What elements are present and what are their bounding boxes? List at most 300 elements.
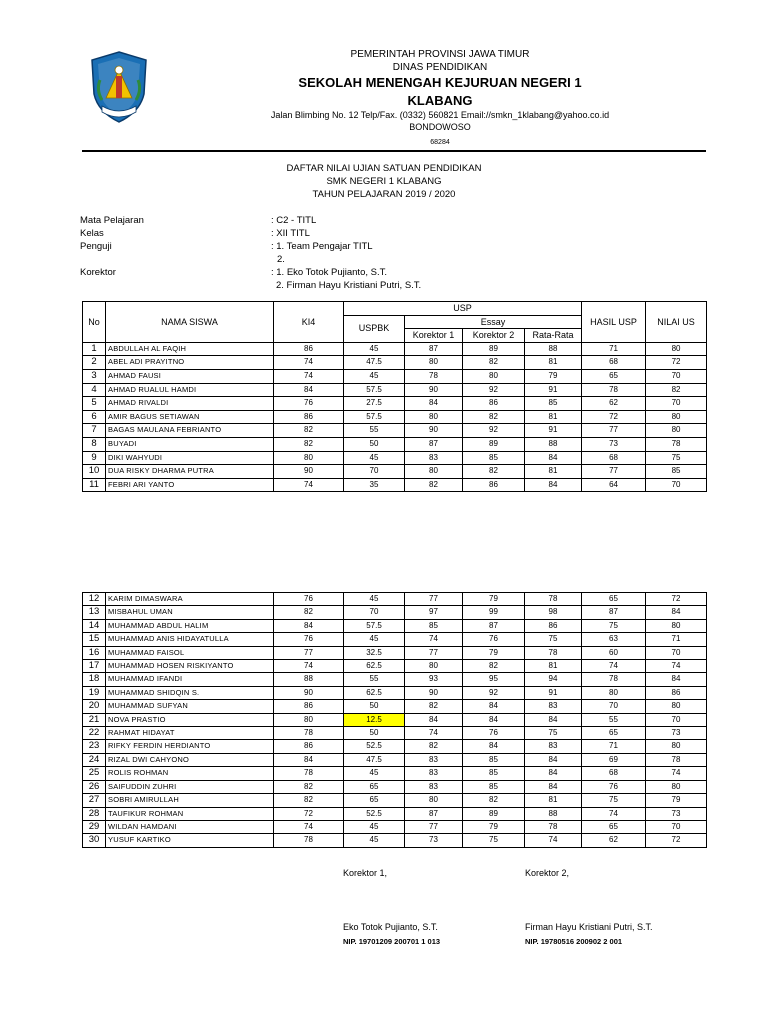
cell-uspbk: 55 — [344, 673, 405, 686]
cell-korektor-2: 86 — [463, 478, 525, 492]
cell-nilai-us: 72 — [646, 356, 707, 370]
cell-korektor-1: 87 — [405, 437, 463, 451]
signature-nip-1: NIP. 19701209 200701 1 013 — [343, 937, 441, 946]
cell-no: 24 — [83, 753, 106, 766]
cell-korektor-2: 89 — [463, 807, 525, 820]
header-regency: BONDOWOSO — [409, 122, 471, 132]
cell-no: 26 — [83, 780, 106, 793]
cell-no: 16 — [83, 646, 106, 659]
header-department: DINAS PENDIDIKAN — [392, 62, 488, 73]
cell-no: 21 — [83, 713, 106, 726]
cell-uspbk: 45 — [344, 834, 405, 847]
cell-ki4: 78 — [274, 727, 344, 740]
table-row — [83, 740, 707, 753]
cell-ki4: 82 — [274, 780, 344, 793]
cell-name: MUHAMMAD ABDUL HALIM — [106, 619, 274, 632]
cell-korektor-1: 83 — [405, 780, 463, 793]
table-row — [83, 700, 707, 713]
header-address: Jalan Blimbing No. 12 Telp/Fax. (0332) 560821 Email://smkn_1klabang@yahoo.co.id — [270, 110, 610, 120]
cell-nilai-us: 74 — [646, 767, 707, 780]
cell-korektor-1: 90 — [405, 686, 463, 699]
cell-nilai-us: 79 — [646, 794, 707, 807]
cell-korektor-1: 84 — [405, 397, 463, 411]
cell-hasil-usp: 75 — [582, 794, 646, 807]
cell-ki4: 80 — [274, 451, 344, 465]
cell-korektor-2: 79 — [463, 646, 525, 659]
cell-ki4: 86 — [274, 342, 344, 356]
cell-korektor-1: 83 — [405, 767, 463, 780]
cell-nilai-us: 73 — [646, 807, 707, 820]
cell-korektor-2: 99 — [463, 606, 525, 619]
cell-rata-rata: 88 — [525, 807, 582, 820]
cell-nilai-us: 86 — [646, 686, 707, 699]
table-row — [83, 424, 707, 438]
cell-ki4: 78 — [274, 834, 344, 847]
cell-name: BAGAS MAULANA FEBRIANTO — [106, 424, 274, 438]
header-city: KLABANG — [407, 93, 473, 108]
cell-rata-rata: 75 — [525, 633, 582, 646]
table-row — [83, 410, 707, 424]
cell-ki4: 82 — [274, 794, 344, 807]
cell-uspbk: 45 — [344, 342, 405, 356]
header-no: No — [83, 302, 106, 343]
cell-uspbk: 47.5 — [344, 356, 405, 370]
cell-rata-rata: 94 — [525, 673, 582, 686]
cell-korektor-2: 82 — [463, 410, 525, 424]
cell-no: 15 — [83, 633, 106, 646]
cell-nilai-us: 78 — [646, 437, 707, 451]
cell-name: KARIM DIMASWARA — [106, 593, 274, 606]
cell-uspbk: 50 — [344, 437, 405, 451]
grades-table-part-1 — [82, 301, 707, 492]
cell-name: ABEL ADI PRAYITNO — [106, 356, 274, 370]
cell-uspbk: 45 — [344, 633, 405, 646]
cell-no: 14 — [83, 619, 106, 632]
cell-ki4: 84 — [274, 619, 344, 632]
cell-nilai-us: 80 — [646, 740, 707, 753]
cell-no: 29 — [83, 820, 106, 833]
cell-korektor-2: 86 — [463, 397, 525, 411]
cell-uspbk: 65 — [344, 780, 405, 793]
cell-rata-rata: 84 — [525, 753, 582, 766]
header-usp: USP — [344, 302, 582, 316]
cell-uspbk: 65 — [344, 794, 405, 807]
cell-name: MUHAMMAD HOSEN RISKIYANTO — [106, 660, 274, 673]
cell-hasil-usp: 78 — [582, 383, 646, 397]
cell-korektor-1: 82 — [405, 740, 463, 753]
cell-hasil-usp: 65 — [582, 727, 646, 740]
cell-ki4: 72 — [274, 807, 344, 820]
cell-no: 6 — [83, 410, 106, 424]
cell-ki4: 82 — [274, 606, 344, 619]
cell-nilai-us: 80 — [646, 410, 707, 424]
cell-korektor-2: 92 — [463, 686, 525, 699]
cell-ki4: 90 — [274, 686, 344, 699]
cell-rata-rata: 91 — [525, 383, 582, 397]
cell-name: AHMAD RUALUL HAMDI — [106, 383, 274, 397]
header-korektor-1: Korektor 1 — [405, 329, 463, 343]
east-java-crest-icon — [88, 50, 150, 126]
cell-rata-rata: 78 — [525, 593, 582, 606]
cell-name: SOBRI AMIRULLAH — [106, 794, 274, 807]
cell-name: BUYADI — [106, 437, 274, 451]
cell-ki4: 74 — [274, 356, 344, 370]
signature-label-1: Korektor 1, — [343, 868, 388, 878]
cell-uspbk: 47.5 — [344, 753, 405, 766]
cell-korektor-2: 85 — [463, 753, 525, 766]
cell-no: 3 — [83, 369, 106, 383]
cell-hasil-usp: 74 — [582, 660, 646, 673]
cell-name: ABDULLAH AL FAQIH — [106, 342, 274, 356]
table-row — [83, 593, 707, 606]
cell-name: AHMAD RIVALDI — [106, 397, 274, 411]
cell-name: TAUFIKUR ROHMAN — [106, 807, 274, 820]
cell-nilai-us: 72 — [646, 593, 707, 606]
table-row — [83, 437, 707, 451]
cell-ki4: 82 — [274, 424, 344, 438]
cell-name: AHMAD FAUSI — [106, 369, 274, 383]
table-row — [83, 465, 707, 479]
cell-uspbk: 62.5 — [344, 660, 405, 673]
cell-no: 13 — [83, 606, 106, 619]
cell-hasil-usp: 68 — [582, 356, 646, 370]
cell-korektor-1: 90 — [405, 383, 463, 397]
corrector-value-2: 2. Firman Hayu Kristiani Putri, S.T. — [276, 280, 422, 291]
cell-nilai-us: 70 — [646, 478, 707, 492]
cell-korektor-1: 82 — [405, 700, 463, 713]
cell-ki4: 86 — [274, 700, 344, 713]
cell-korektor-1: 74 — [405, 633, 463, 646]
cell-rata-rata: 81 — [525, 660, 582, 673]
cell-korektor-1: 84 — [405, 713, 463, 726]
cell-hasil-usp: 71 — [582, 740, 646, 753]
cell-hasil-usp: 74 — [582, 807, 646, 820]
cell-korektor-2: 79 — [463, 593, 525, 606]
cell-korektor-2: 92 — [463, 424, 525, 438]
cell-ki4: 82 — [274, 437, 344, 451]
cell-no: 5 — [83, 397, 106, 411]
header-rata-rata: Rata-Rata — [525, 329, 582, 343]
cell-rata-rata: 79 — [525, 369, 582, 383]
cell-rata-rata: 75 — [525, 727, 582, 740]
cell-uspbk: 57.5 — [344, 410, 405, 424]
cell-hasil-usp: 65 — [582, 820, 646, 833]
cell-korektor-1: 80 — [405, 410, 463, 424]
cell-nilai-us: 85 — [646, 465, 707, 479]
cell-rata-rata: 84 — [525, 713, 582, 726]
cell-korektor-1: 77 — [405, 820, 463, 833]
cell-hasil-usp: 62 — [582, 397, 646, 411]
cell-name: MUHAMMAD SHIDQIN S. — [106, 686, 274, 699]
signature-name-1: Eko Totok Pujianto, S.T. — [343, 922, 438, 932]
cell-korektor-2: 82 — [463, 356, 525, 370]
cell-uspbk: 45 — [344, 593, 405, 606]
table-row — [83, 397, 707, 411]
examiner-label: Penguji — [80, 241, 112, 252]
cell-korektor-1: 93 — [405, 673, 463, 686]
cell-hasil-usp: 60 — [582, 646, 646, 659]
cell-hasil-usp: 70 — [582, 700, 646, 713]
cell-rata-rata: 88 — [525, 437, 582, 451]
table-row — [83, 780, 707, 793]
cell-korektor-1: 74 — [405, 727, 463, 740]
cell-hasil-usp: 69 — [582, 753, 646, 766]
cell-name: DUA RISKY DHARMA PUTRA — [106, 465, 274, 479]
header-postal: 68284 — [430, 139, 450, 146]
cell-name: AMIR BAGUS SETIAWAN — [106, 410, 274, 424]
table-row — [83, 807, 707, 820]
cell-nilai-us: 70 — [646, 820, 707, 833]
cell-ki4: 76 — [274, 397, 344, 411]
cell-korektor-1: 87 — [405, 342, 463, 356]
cell-ki4: 90 — [274, 465, 344, 479]
header-nilai-us: NILAI US — [646, 302, 707, 343]
cell-hasil-usp: 87 — [582, 606, 646, 619]
cell-hasil-usp: 68 — [582, 451, 646, 465]
cell-rata-rata: 81 — [525, 410, 582, 424]
cell-name: NOVA PRASTIO — [106, 713, 274, 726]
cell-nilai-us: 75 — [646, 451, 707, 465]
header-uspbk: USPBK — [344, 315, 405, 342]
cell-rata-rata: 91 — [525, 686, 582, 699]
cell-no: 22 — [83, 727, 106, 740]
cell-korektor-1: 80 — [405, 794, 463, 807]
cell-nilai-us: 80 — [646, 342, 707, 356]
cell-no: 18 — [83, 673, 106, 686]
cell-no: 28 — [83, 807, 106, 820]
table-row — [83, 451, 707, 465]
table-row — [83, 606, 707, 619]
cell-name: YUSUF KARTIKO — [106, 834, 274, 847]
cell-rata-rata: 88 — [525, 342, 582, 356]
cell-hasil-usp: 65 — [582, 369, 646, 383]
cell-ki4: 86 — [274, 740, 344, 753]
table-row — [83, 356, 707, 370]
cell-rata-rata: 84 — [525, 780, 582, 793]
cell-korektor-2: 84 — [463, 700, 525, 713]
cell-nilai-us: 71 — [646, 633, 707, 646]
cell-rata-rata: 85 — [525, 397, 582, 411]
cell-korektor-2: 95 — [463, 673, 525, 686]
cell-no: 8 — [83, 437, 106, 451]
cell-name: FEBRI ARI YANTO — [106, 478, 274, 492]
cell-korektor-1: 83 — [405, 753, 463, 766]
cell-no: 10 — [83, 465, 106, 479]
cell-korektor-1: 77 — [405, 593, 463, 606]
cell-korektor-1: 82 — [405, 478, 463, 492]
cell-ki4: 77 — [274, 646, 344, 659]
cell-nilai-us: 72 — [646, 834, 707, 847]
table-row — [83, 794, 707, 807]
header-ki4: KI4 — [274, 302, 344, 343]
cell-nilai-us: 78 — [646, 753, 707, 766]
cell-korektor-1: 80 — [405, 660, 463, 673]
cell-korektor-1: 80 — [405, 356, 463, 370]
cell-uspbk: 57.5 — [344, 383, 405, 397]
cell-hasil-usp: 63 — [582, 633, 646, 646]
cell-hasil-usp: 64 — [582, 478, 646, 492]
cell-rata-rata: 81 — [525, 465, 582, 479]
cell-nilai-us: 80 — [646, 619, 707, 632]
cell-uspbk: 50 — [344, 727, 405, 740]
cell-uspbk: 12.5 — [344, 713, 405, 726]
cell-korektor-2: 85 — [463, 767, 525, 780]
cell-uspbk: 45 — [344, 451, 405, 465]
cell-uspbk: 70 — [344, 606, 405, 619]
cell-nilai-us: 80 — [646, 700, 707, 713]
cell-uspbk: 52.5 — [344, 807, 405, 820]
cell-korektor-2: 85 — [463, 780, 525, 793]
cell-name: MUHAMMAD SUFYAN — [106, 700, 274, 713]
cell-nilai-us: 82 — [646, 383, 707, 397]
cell-korektor-2: 84 — [463, 713, 525, 726]
cell-korektor-2: 84 — [463, 740, 525, 753]
cell-name: MUHAMMAD IFANDI — [106, 673, 274, 686]
cell-name: RIFKY FERDIN HERDIANTO — [106, 740, 274, 753]
signature-name-2: Firman Hayu Kristiani Putri, S.T. — [525, 922, 653, 932]
cell-uspbk: 52.5 — [344, 740, 405, 753]
cell-rata-rata: 98 — [525, 606, 582, 619]
examiner-value-2: 2. — [277, 254, 285, 265]
cell-hasil-usp: 76 — [582, 780, 646, 793]
cell-ki4: 74 — [274, 660, 344, 673]
cell-no: 11 — [83, 478, 106, 492]
signature-label-2: Korektor 2, — [525, 868, 570, 878]
cell-hasil-usp: 65 — [582, 593, 646, 606]
cell-korektor-2: 92 — [463, 383, 525, 397]
table-row — [83, 713, 707, 726]
cell-ki4: 80 — [274, 713, 344, 726]
table-row — [83, 834, 707, 847]
cell-name: RAHMAT HIDAYAT — [106, 727, 274, 740]
header-school-name: SEKOLAH MENENGAH KEJURUAN NEGERI 1 — [298, 75, 582, 90]
cell-ki4: 76 — [274, 593, 344, 606]
cell-no: 1 — [83, 342, 106, 356]
cell-korektor-2: 82 — [463, 465, 525, 479]
cell-korektor-2: 76 — [463, 727, 525, 740]
cell-name: ROLIS ROHMAN — [106, 767, 274, 780]
cell-ki4: 78 — [274, 767, 344, 780]
class-label: Kelas — [80, 228, 104, 239]
cell-hasil-usp: 68 — [582, 767, 646, 780]
cell-ki4: 76 — [274, 633, 344, 646]
cell-rata-rata: 84 — [525, 767, 582, 780]
cell-korektor-2: 82 — [463, 794, 525, 807]
cell-name: MUHAMMAD FAISOL — [106, 646, 274, 659]
cell-name: RIZAL DWI CAHYONO — [106, 753, 274, 766]
cell-nilai-us: 84 — [646, 606, 707, 619]
cell-ki4: 84 — [274, 383, 344, 397]
cell-korektor-2: 85 — [463, 451, 525, 465]
cell-no: 30 — [83, 834, 106, 847]
doc-subtitle: SMK NEGERI 1 KLABANG — [326, 176, 442, 187]
header-essay: Essay — [405, 315, 582, 329]
header-name: NAMA SISWA — [106, 302, 274, 343]
table-row — [83, 646, 707, 659]
cell-rata-rata: 84 — [525, 451, 582, 465]
examiner-value-1: : 1. Team Pengajar TITL — [271, 241, 373, 252]
cell-nilai-us: 84 — [646, 673, 707, 686]
cell-uspbk: 27.5 — [344, 397, 405, 411]
table-row — [83, 767, 707, 780]
corrector-value-1: : 1. Eko Totok Pujianto, S.T. — [271, 267, 387, 278]
table-row — [83, 633, 707, 646]
header-korektor-2: Korektor 2 — [463, 329, 525, 343]
cell-korektor-1: 90 — [405, 424, 463, 438]
cell-name: MUHAMMAD ANIS HIDAYATULLA — [106, 633, 274, 646]
class-value: : XII TITL — [271, 228, 310, 239]
cell-no: 23 — [83, 740, 106, 753]
table-row — [83, 478, 707, 492]
cell-uspbk: 50 — [344, 700, 405, 713]
cell-no: 2 — [83, 356, 106, 370]
cell-rata-rata: 81 — [525, 794, 582, 807]
table-row — [83, 383, 707, 397]
table-row — [83, 619, 707, 632]
signature-nip-2: NIP. 19780516 200902 2 001 — [525, 937, 623, 946]
cell-no: 25 — [83, 767, 106, 780]
cell-rata-rata: 83 — [525, 700, 582, 713]
doc-year: TAHUN PELAJARAN 2019 / 2020 — [312, 189, 456, 200]
cell-ki4: 86 — [274, 410, 344, 424]
cell-ki4: 74 — [274, 820, 344, 833]
cell-uspbk: 55 — [344, 424, 405, 438]
cell-hasil-usp: 80 — [582, 686, 646, 699]
cell-name: SAIFUDDIN ZUHRI — [106, 780, 274, 793]
cell-hasil-usp: 55 — [582, 713, 646, 726]
cell-uspbk: 62.5 — [344, 686, 405, 699]
cell-nilai-us: 80 — [646, 780, 707, 793]
cell-korektor-2: 79 — [463, 820, 525, 833]
cell-name: MISBAHUL UMAN — [106, 606, 274, 619]
grades-table-part-2 — [82, 592, 707, 848]
subject-label: Mata Pelajaran — [80, 215, 144, 226]
cell-hasil-usp: 71 — [582, 342, 646, 356]
cell-korektor-2: 89 — [463, 342, 525, 356]
cell-korektor-2: 82 — [463, 660, 525, 673]
cell-name: DIKI WAHYUDI — [106, 451, 274, 465]
subject-value: : C2 - TITL — [271, 215, 317, 226]
table-row — [83, 673, 707, 686]
cell-rata-rata: 78 — [525, 646, 582, 659]
grades-table-body-1 — [83, 342, 707, 492]
cell-no: 20 — [83, 700, 106, 713]
cell-korektor-1: 85 — [405, 619, 463, 632]
cell-uspbk: 57.5 — [344, 619, 405, 632]
table-row — [83, 686, 707, 699]
header-divider — [82, 150, 706, 152]
cell-ki4: 88 — [274, 673, 344, 686]
cell-rata-rata: 83 — [525, 740, 582, 753]
table-row — [83, 753, 707, 766]
table-row — [83, 820, 707, 833]
letterhead — [0, 0, 768, 150]
table-row — [83, 727, 707, 740]
cell-hasil-usp: 72 — [582, 410, 646, 424]
cell-korektor-2: 87 — [463, 619, 525, 632]
cell-ki4: 74 — [274, 369, 344, 383]
cell-hasil-usp: 75 — [582, 619, 646, 632]
table-row — [83, 342, 707, 356]
cell-nilai-us: 70 — [646, 369, 707, 383]
cell-nilai-us: 70 — [646, 713, 707, 726]
cell-name: WILDAN HAMDANI — [106, 820, 274, 833]
cell-hasil-usp: 73 — [582, 437, 646, 451]
cell-korektor-1: 83 — [405, 451, 463, 465]
cell-rata-rata: 78 — [525, 820, 582, 833]
cell-no: 19 — [83, 686, 106, 699]
cell-korektor-1: 77 — [405, 646, 463, 659]
